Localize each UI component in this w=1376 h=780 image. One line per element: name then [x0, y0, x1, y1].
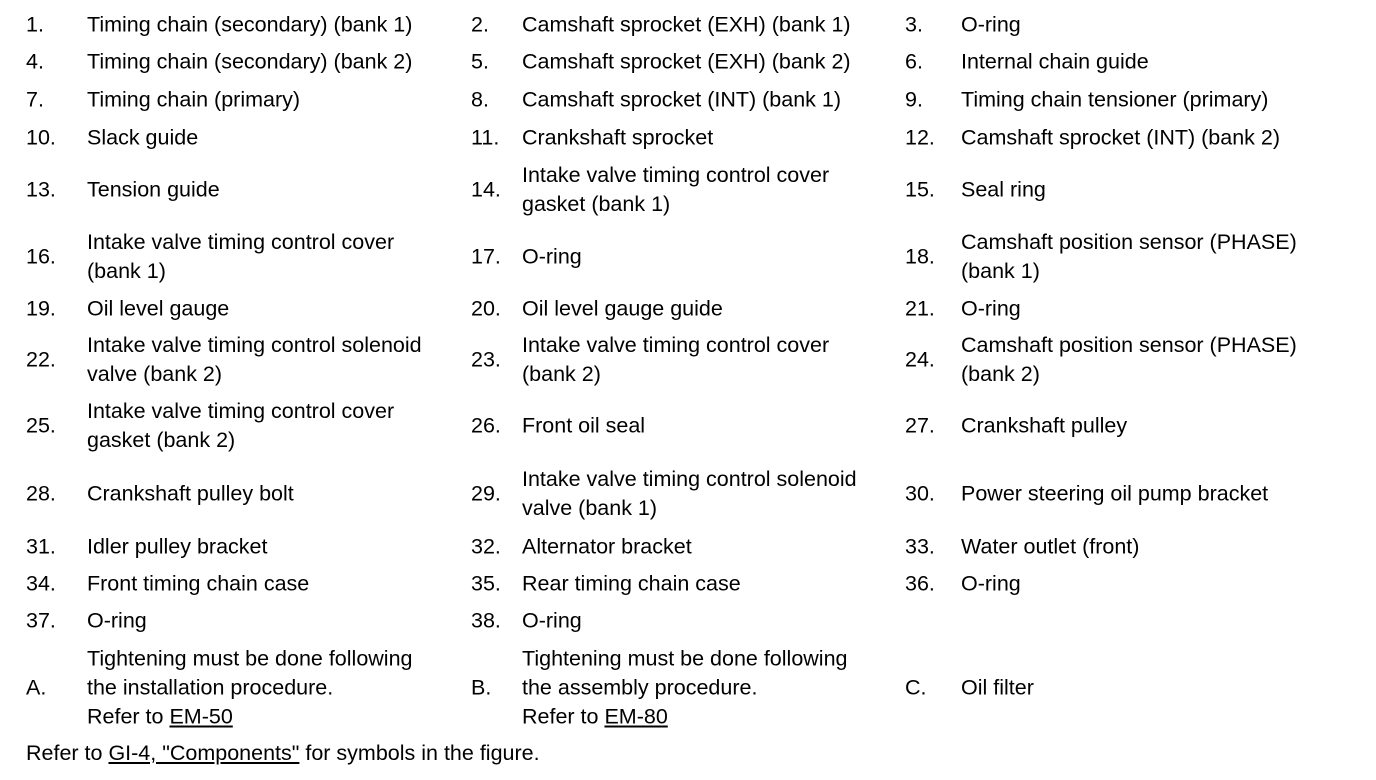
description-line: (bank 2) — [961, 362, 1040, 386]
description-line: Intake valve timing control cover — [87, 399, 395, 423]
description-line: Intake valve timing control solenoid — [522, 467, 857, 491]
item-number: A. — [26, 675, 47, 700]
item-number: 21. — [905, 296, 935, 321]
item-description — [87, 11, 412, 40]
item-description — [522, 465, 857, 523]
item-number: 10. — [26, 125, 56, 150]
item-number: 16. — [26, 244, 56, 269]
item-number: 7. — [26, 87, 44, 112]
description-line: O-ring — [961, 296, 1021, 321]
item-number: C. — [905, 675, 927, 700]
description-line: Slack guide — [87, 125, 199, 150]
description-line: Seal ring — [961, 177, 1046, 202]
item-description — [961, 480, 1268, 509]
item-description — [87, 480, 294, 509]
description-line: gasket (bank 1) — [522, 192, 671, 216]
reference-prefix: Refer to — [87, 704, 170, 729]
legend-row — [0, 83, 1376, 117]
item-description — [87, 645, 413, 732]
description-line: Rear timing chain case — [522, 571, 741, 596]
reference-link[interactable]: EM-50 — [169, 704, 233, 729]
description-line: Crankshaft sprocket — [522, 125, 714, 150]
item-number: 13. — [26, 177, 56, 202]
item-description — [522, 124, 713, 153]
reference-line — [87, 703, 413, 732]
description-line: Water outlet (front) — [961, 534, 1140, 559]
description-line: Camshaft sprocket (INT) (bank 1) — [522, 87, 842, 112]
item-description — [961, 176, 1046, 205]
item-number: 1. — [26, 12, 44, 37]
item-description — [87, 295, 229, 324]
description-line: Oil level gauge guide — [522, 296, 723, 321]
description-line: gasket (bank 2) — [87, 428, 236, 452]
description-line: Oil level gauge — [87, 296, 230, 321]
item-description — [961, 228, 1297, 286]
description-line: Front oil seal — [522, 413, 646, 438]
item-description — [961, 86, 1268, 115]
item-number: 9. — [905, 87, 923, 112]
description-line: Camshaft position sensor (PHASE) — [961, 230, 1297, 254]
description-line: the assembly procedure. — [522, 675, 758, 700]
description-line: Tension guide — [87, 177, 220, 202]
item-number: 14. — [471, 177, 501, 202]
footer-components-link[interactable]: GI-4, "Components" — [108, 741, 300, 765]
item-description — [522, 48, 851, 77]
description-line: Oil filter — [961, 675, 1034, 700]
description-line: Timing chain (secondary) (bank 2) — [87, 49, 413, 74]
item-description — [87, 176, 220, 205]
legend-row — [0, 160, 1376, 220]
description-line: Camshaft sprocket (INT) (bank 2) — [961, 125, 1281, 150]
description-line: Camshaft position sensor (PHASE) — [961, 333, 1297, 357]
legend-row — [0, 604, 1376, 638]
description-line: (bank 1) — [961, 259, 1040, 283]
description-line: Internal chain guide — [961, 49, 1149, 74]
description-line: valve (bank 2) — [87, 362, 223, 386]
item-number: 31. — [26, 534, 56, 559]
item-description — [522, 86, 841, 115]
description-line: Timing chain tensioner (primary) — [961, 87, 1269, 112]
description-line: Crankshaft pulley — [961, 413, 1128, 438]
legend-row — [0, 121, 1376, 155]
reference-link[interactable]: EM-80 — [604, 704, 668, 729]
item-number: 12. — [905, 125, 935, 150]
item-description — [87, 124, 198, 153]
reference-line — [522, 703, 848, 732]
item-description — [522, 331, 829, 389]
item-description — [87, 86, 300, 115]
item-description — [522, 161, 829, 219]
item-description — [87, 533, 267, 562]
item-number: 6. — [905, 49, 923, 74]
item-number: 11. — [471, 125, 500, 150]
footer-prefix: Refer to — [26, 741, 109, 765]
description-line: (bank 2) — [522, 362, 601, 386]
item-number: 26. — [471, 413, 501, 438]
item-description — [522, 607, 582, 636]
description-line: Intake valve timing control solenoid — [87, 333, 422, 357]
item-description — [522, 645, 848, 732]
description-line: (bank 1) — [87, 259, 166, 283]
description-line: Idler pulley bracket — [87, 534, 268, 559]
legend-row — [0, 464, 1376, 524]
item-number: 20. — [471, 296, 501, 321]
legend-row — [0, 227, 1376, 287]
item-description — [961, 295, 1021, 324]
item-description — [522, 533, 692, 562]
description-line: Crankshaft pulley bolt — [87, 481, 294, 506]
item-number: 33. — [905, 534, 935, 559]
description-line: Front timing chain case — [87, 571, 310, 596]
item-description — [87, 397, 394, 455]
item-description — [87, 228, 394, 286]
item-description — [87, 48, 412, 77]
item-number: 3. — [905, 12, 923, 37]
item-description — [87, 570, 309, 599]
legend-row — [0, 642, 1376, 734]
legend-row — [0, 567, 1376, 601]
item-description — [961, 11, 1021, 40]
item-number: B. — [471, 675, 492, 700]
item-number: 22. — [26, 347, 56, 372]
item-description — [522, 11, 851, 40]
item-number: 24. — [905, 347, 935, 372]
description-line: Tightening must be done following — [87, 646, 413, 671]
item-number: 4. — [26, 49, 44, 74]
legend-row — [0, 45, 1376, 79]
item-number: 27. — [905, 413, 935, 438]
item-description — [522, 412, 645, 441]
item-description — [87, 331, 422, 389]
item-number: 8. — [471, 87, 489, 112]
description-line: Timing chain (primary) — [87, 87, 301, 112]
legend-row — [0, 330, 1376, 390]
description-line: Timing chain (secondary) (bank 1) — [87, 12, 413, 37]
item-number: 34. — [26, 571, 56, 596]
item-number: 19. — [26, 296, 56, 321]
item-description — [522, 295, 723, 324]
item-number: 15. — [905, 177, 935, 202]
item-number: 18. — [905, 244, 935, 269]
item-number: 38. — [471, 608, 501, 633]
legend-row — [0, 530, 1376, 564]
item-description — [87, 607, 147, 636]
item-number: 35. — [471, 571, 501, 596]
description-line: O-ring — [87, 608, 147, 633]
item-number: 23. — [471, 347, 501, 372]
item-description — [961, 674, 1034, 703]
item-description — [961, 533, 1139, 562]
description-line: Alternator bracket — [522, 534, 692, 559]
description-line: O-ring — [522, 244, 582, 269]
item-number: 28. — [26, 481, 56, 506]
description-line: valve (bank 1) — [522, 496, 658, 520]
legend-row — [0, 292, 1376, 326]
item-description — [961, 412, 1127, 441]
item-description — [961, 331, 1297, 389]
item-number: 17. — [471, 244, 501, 269]
item-description — [961, 570, 1021, 599]
legend-row — [0, 8, 1376, 42]
legend-row — [0, 396, 1376, 456]
description-line: Camshaft sprocket (EXH) (bank 2) — [522, 49, 851, 74]
description-line: Tightening must be done following — [522, 646, 848, 671]
item-description — [522, 570, 741, 599]
description-line: O-ring — [961, 571, 1021, 596]
item-number: 2. — [471, 12, 489, 37]
description-line: the installation procedure. — [87, 675, 334, 700]
footer-note — [26, 739, 540, 768]
item-description — [961, 48, 1149, 77]
item-number: 25. — [26, 413, 56, 438]
description-line: Intake valve timing control cover — [522, 333, 830, 357]
item-number: 5. — [471, 49, 489, 74]
description-line: Intake valve timing control cover — [522, 163, 830, 187]
reference-prefix: Refer to — [522, 704, 605, 729]
item-description — [522, 243, 582, 272]
item-number: 32. — [471, 534, 501, 559]
footer-suffix: for symbols in the figure. — [299, 741, 540, 765]
description-line: Camshaft sprocket (EXH) (bank 1) — [522, 12, 851, 37]
item-description — [961, 124, 1280, 153]
description-line: Power steering oil pump bracket — [961, 481, 1269, 506]
item-number: 36. — [905, 571, 935, 596]
item-number: 30. — [905, 481, 935, 506]
description-line: O-ring — [961, 12, 1021, 37]
item-number: 37. — [26, 608, 56, 633]
description-line: Intake valve timing control cover — [87, 230, 395, 254]
description-line: O-ring — [522, 608, 582, 633]
item-number: 29. — [471, 481, 501, 506]
